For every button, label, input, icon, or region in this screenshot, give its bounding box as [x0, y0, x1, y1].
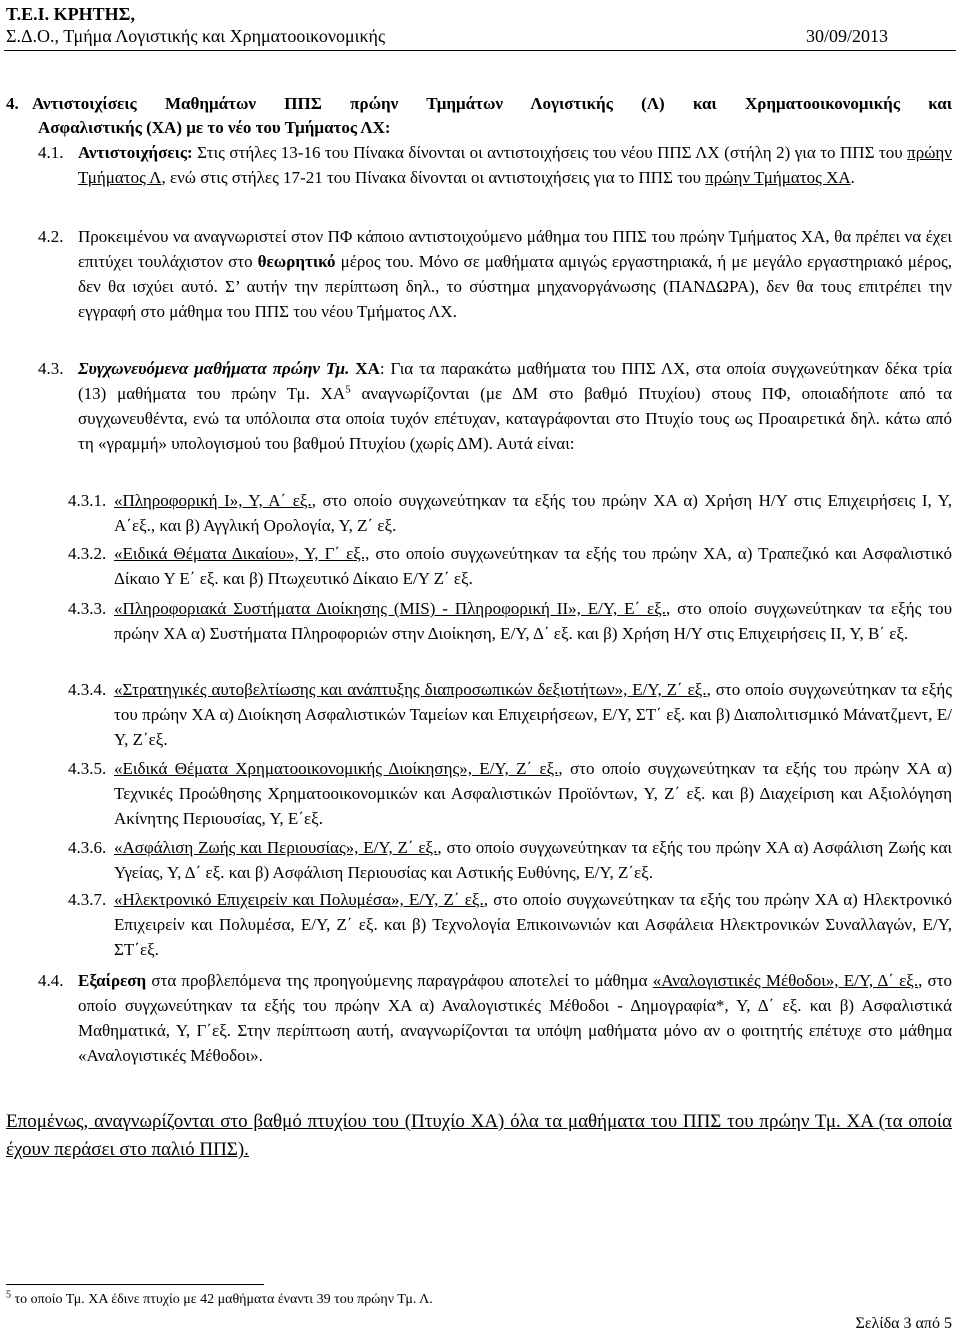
text-run: , στο οποίο συγχωνεύτηκαν τα εξής του πρώην ΧΑ α) Αναλογιστικές Μέθοδοι - Δημογραφία*, Υ, Δ΄ εξ. και β) Ασφαλιστικά Μαθηματικά, Υ, Γ΄εξ. Στην περίπτωση αυτή, αναγνωρίζονται τα υπόψη μαθήματα μόνο αν ο φοιτητής επέτυχε στο μάθημα «Αναλογιστικές Μέθοδοι». [78, 971, 952, 1065]
item-body [114, 596, 952, 646]
bold-text: Εξαίρεση [78, 971, 147, 990]
course-title: «Ηλεκτρονικό Επιχειρείν και Πολυμέσα», Ε/Υ, Ζ΄ εξ. [114, 890, 484, 909]
text-run: , ενώ στις στήλες 17-21 του Πίνακα δίνονται οι αντιστοιχήσεις για το ΠΠΣ του [161, 168, 706, 187]
item-number: 4.3.4. [68, 680, 107, 699]
header-date: 30/09/2013 [805, 26, 888, 46]
page-number: Σελίδα 3 από 5 [855, 1315, 952, 1332]
header-divider [4, 50, 956, 51]
paragraph-body [78, 968, 952, 1068]
list-item [68, 835, 952, 885]
footnote-text: το οποίο Τμ. ΧΑ έδινε πτυχίο με 42 μαθήματα έναντι 39 του πρώην Τμ. Λ. [11, 1292, 433, 1307]
paragraph-4-2 [38, 224, 952, 324]
course-title: «Πληροφοριακά Συστήματα Διοίκησης (MIS) - Πληροφορική ΙΙ», Ε/Υ, Ε΄ εξ. [114, 599, 666, 618]
bold-text: θεωρητικό [257, 252, 336, 271]
section-number: 4. [6, 94, 19, 113]
item-body [114, 541, 952, 591]
text-run: μέρος του. Μόνο σε μαθήματα αμιγώς εργαστηριακά, ή με μεγάλο εργαστηριακό μέρος, δεν θα ισχύει αυτό. Σ’ αυτήν την περίπτωση δηλ., το σύστημα μηχανοργάνωσης (ΠΑΝΔΩΡΑ), δεν θα τους επιτρέπει την εγγραφή στο μάθημα του ΠΠΣ του νέου Τμήματος ΛΧ. [78, 252, 952, 321]
text-run: , στο οποίο συγχωνεύτηκαν τα εξής του πρώην ΧΑ α) Διοίκηση Ασφαλιστικών Ταμείων και Επιχειρήσεων, Ε/Υ, ΣΤ΄ εξ. και β) Διαπολιτισμικό Μάνατζμεντ, Ε/Υ, Ζ΄εξ. [114, 680, 952, 749]
footnote [6, 1290, 433, 1310]
text-run: Στις στήλες 13-16 του Πίνακα δίνονται οι αντιστοιχήσεις του νέου ΠΠΣ ΛΧ (στήλη 2) για το ΠΠΣ του [192, 143, 908, 162]
list-item [68, 541, 952, 591]
paragraph-body [78, 356, 952, 456]
item-number: 4.3.2. [68, 544, 107, 563]
text-run: : Για τα παρακάτω μαθήματα του ΠΠΣ ΛΧ, στα οποία συγχωνεύτηκαν δέκα τρία (13) μαθήματα του πρώην Τμ. ΧΑ [78, 359, 952, 403]
section-title-line2: Ασφαλιστικής (ΧΑ) με το νέο του Τμήματος ΛΧ: [38, 118, 391, 137]
footnote-reference[interactable]: 5 [345, 383, 351, 396]
item-body [114, 756, 952, 831]
course-title: «Ειδικά Θέματα Χρηματοοικονομικής Διοίκησης», Ε/Υ, Ζ΄ εξ. [114, 759, 559, 778]
item-number: 4.3.1. [68, 491, 107, 510]
paragraph-label: Αντιστοιχήσεις: [78, 143, 193, 162]
underlined-text: πρώην Τμήματος ΧΑ [705, 168, 851, 187]
list-item [68, 596, 952, 646]
text-run: , στο οποίο συγχωνεύτηκαν τα εξής του πρώην ΧΑ α) Χρήση Η/Υ στις Επιχειρήσεις Ι, Υ, Α΄εξ., και β) Αγγλική Ορολογία, Υ, Ζ΄ εξ. [114, 491, 952, 535]
item-body [114, 488, 952, 538]
bold-italic-text: Συγχωνευόμενα μαθήματα πρώην Τμ. [78, 359, 350, 378]
text-run: Προκειμένου να αναγνωριστεί στον ΠΦ κάποιο αντιστοιχούμενο μάθημα του ΠΠΣ του πρώην Τμήματος ΧΑ, θα πρέπει να έχει επιτύχει τουλάχιστον στο [78, 227, 952, 271]
course-title: «Ειδικά Θέματα Δικαίου», Υ, Γ΄ εξ., [114, 544, 370, 563]
header-institution: Τ.Ε.Ι. ΚΡΗΤΗΣ, [6, 4, 135, 24]
paragraph-number: 4.1. [38, 143, 64, 162]
item-number: 4.3.7. [68, 890, 107, 909]
list-item [68, 887, 952, 962]
course-title: «Αναλογιστικές Μέθοδοι», Ε/Υ, Δ΄ εξ. [652, 971, 919, 990]
section-4-heading [6, 92, 952, 140]
paragraph-body [78, 140, 952, 190]
footnote-mark: 5 [6, 1289, 11, 1301]
item-body [114, 835, 952, 885]
text-run: , στο οποίο συγχωνεύτηκαν τα εξής του πρώην ΧΑ α) Συστήματα Πληροφοριών στην Διοίκηση, Ε/Υ, Δ΄ εξ. και β) Χρήση Η/Υ στις Επιχειρήσεις ΙΙ, Υ, Β΄ εξ. [114, 599, 952, 643]
paragraph-4-3 [38, 356, 952, 456]
item-body [114, 677, 952, 752]
summary-paragraph [6, 1108, 952, 1164]
paragraph-number: 4.2. [38, 227, 64, 246]
list-item [68, 756, 952, 831]
paragraph-number: 4.4. [38, 971, 64, 990]
text-run: αναγνωρίζονται (με ΔΜ στο βαθμό Πτυχίου) στους ΠΦ, οποιαδήποτε από τα συγχωνευθέντα, ενώ τα υπόλοιπα στα οποία τυχόν επέτυχαν, καταγράφονται στο Πτυχίο τους ως Προαιρετικά δηλ. κάτω από τη «γραμμή» υπολογισμού του βαθμού Πτυχίου (χωρίς ΔΜ). Αυτά είναι: [78, 384, 952, 453]
item-number: 4.3.5. [68, 759, 107, 778]
text-run: , στο οποίο συγχωνεύτηκαν τα εξής του πρώην ΧΑ α) Ηλεκτρονικό Επιχειρείν και Πολυμέσα, Ε/Υ, Ζ΄ εξ. και β) Τεχνολογία Επικοινωνιών και Ασφάλεια Ηλεκτρονικών Συναλλαγών, Ε/Υ, ΣΤ΄εξ. [114, 890, 952, 959]
summary-text: Επομένως, αναγνωρίζονται στο βαθμό πτυχίου του (Πτυχίο ΧΑ) όλα τα μαθήματα του ΠΠΣ του πρώην Τμ. ΧΑ (τα οποία έχουν περάσει στο παλιό ΠΠΣ). [6, 1111, 952, 1160]
list-item [68, 677, 952, 752]
bold-text: ΧΑ [349, 359, 380, 378]
course-title: «Στρατηγικές αυτοβελτίωσης και ανάπτυξης διαπροσωπικών δεξιοτήτων», Ε/Υ, Ζ΄ εξ. [114, 680, 707, 699]
text-run: , στο οποίο συγχωνεύτηκαν τα εξής του πρώην ΧΑ α) Τεχνικές Προώθησης Χρηματοοικονομικών και Ασφαλιστικών Προϊόντων, Υ, Ζ΄ εξ. και β) Διαχείριση και Αξιολόγηση Ακίνητης Περιουσίας, Υ, Ε΄εξ. [114, 759, 952, 828]
text-run: στα προβλεπόμενα της προηγούμενης παραγράφου αποτελεί το μάθημα [146, 971, 653, 990]
footnote-divider [6, 1284, 264, 1285]
header-department: Σ.Δ.Ο., Τμήμα Λογιστικής και Χρηματοοικονομικής [6, 26, 386, 46]
text-run: , στο οποίο συγχωνεύτηκαν τα εξής του πρώην ΧΑ α) Ασφάλιση Ζωής και Υγείας, Υ, Δ΄ εξ. και β) Ασφάλιση Περιουσίας και Αστικής Ευθύνης, Ε/Υ, Ζ΄εξ. [114, 838, 952, 882]
text-run: στο οποίο συγχωνεύτηκαν τα εξής του πρώην ΧΑ, α) Τραπεζικό και Ασφαλιστικό Δίκαιο Υ Ε΄ εξ. και β) Πτωχευτικό Δίκαιο Ε/Υ Ζ΄ εξ. [114, 544, 952, 588]
section-title-line1: Αντιστοιχίσεις Μαθημάτων ΠΠΣ πρώην Τμημάτων Λογιστικής (Λ) και Χρηματοοικονομικής και [32, 94, 952, 113]
course-title: «Πληροφορική Ι», Υ, Α΄ εξ. [114, 491, 312, 510]
item-number: 4.3.3. [68, 599, 107, 618]
underlined-text: πρώην Τμήματος Λ [78, 143, 952, 187]
item-body [114, 887, 952, 962]
paragraph-4-4 [38, 968, 952, 1068]
list-item [68, 488, 952, 538]
course-title: «Ασφάλιση Ζωής και Περιουσίας», Ε/Υ, Ζ΄ εξ. [114, 838, 438, 857]
paragraph-number: 4.3. [38, 359, 64, 378]
section-4-heading-line1 [6, 92, 952, 116]
text-run: . [850, 168, 855, 187]
paragraph-4-1 [38, 140, 952, 190]
item-number: 4.3.6. [68, 838, 107, 857]
paragraph-body [78, 224, 952, 324]
